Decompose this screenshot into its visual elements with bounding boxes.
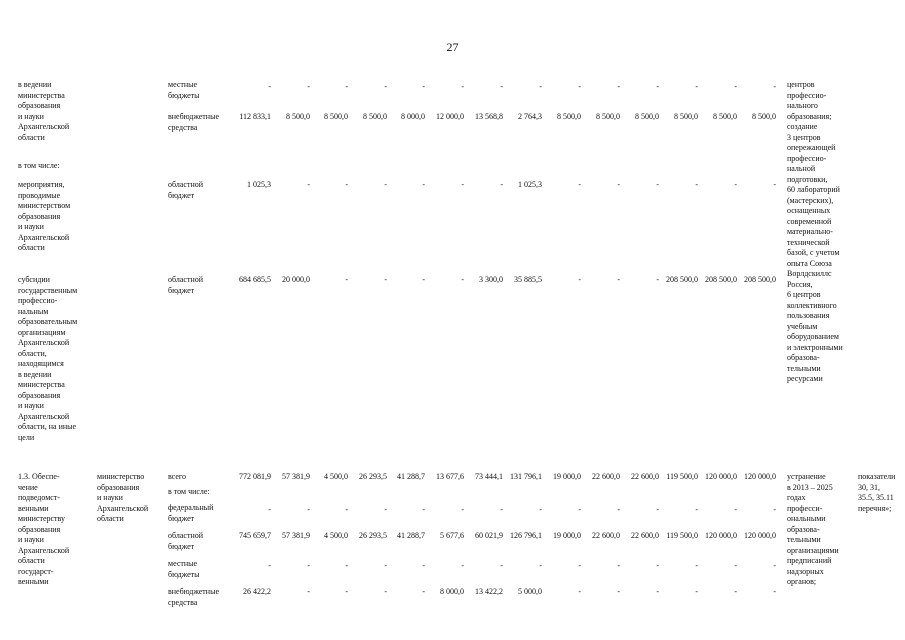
subsidy-name: субсидии государственным профессио- нальным образовательным организациям Архангельской области, находящимся в ведении министерства образования и науки Архангельской области, на иные цели <box>18 275 78 442</box>
value-cell: - <box>695 587 698 596</box>
value-cell: 131 796,1 <box>510 472 542 481</box>
activity-name: мероприятия, проводимые министерством образования и науки Архангельской области <box>18 180 71 252</box>
expected-results-text: центров профессио- нального образования; создание 3 центров опережающей профессио- нальной подготовки, 60 лабораторий (мастерских), оснащенных современной материально- технической базой, с учетом опыта Союза Ворлдскиллс Россия, 6 центров коллективного пользования учебным оборудованием и электронными образова- тельными ресурсами <box>787 80 843 383</box>
value-cell: 8 500,0 <box>363 112 387 121</box>
in-that-number-label: в том числе: <box>168 487 210 496</box>
indicators-text: показатели 30, 31, 35.5, 35.11 перечня»; <box>858 472 896 513</box>
value-cell: - <box>422 275 425 284</box>
in-that-number-label: в том числе: <box>18 161 60 170</box>
value-cell: - <box>422 82 425 91</box>
value-cell: 22 600,0 <box>592 472 620 481</box>
value-cell: - <box>422 561 425 570</box>
value-cell: 4 500,0 <box>324 472 348 481</box>
value-cell: 22 600,0 <box>631 531 659 540</box>
value-cell: - <box>461 505 464 514</box>
value-cell: 13 677,6 <box>436 472 464 481</box>
value-cell: - <box>307 180 310 189</box>
value-cell: - <box>773 82 776 91</box>
value-cell: 41 288,7 <box>397 531 425 540</box>
source-regional-budget: областной бюджет <box>168 531 204 551</box>
value-cell: - <box>695 561 698 570</box>
value-cell: - <box>539 505 542 514</box>
value-cell: - <box>578 587 581 596</box>
value-cell: 13 568,8 <box>475 112 503 121</box>
value-cell: - <box>345 505 348 514</box>
value-cell: - <box>734 180 737 189</box>
value-cell: - <box>578 505 581 514</box>
value-cell: 208 500,0 <box>666 275 698 284</box>
value-cell: 8 000,0 <box>440 587 464 596</box>
value-cell: - <box>422 587 425 596</box>
value-cell: - <box>307 82 310 91</box>
value-cell: - <box>384 82 387 91</box>
value-cell: - <box>734 587 737 596</box>
value-cell: - <box>695 180 698 189</box>
value-cell: - <box>578 275 581 284</box>
value-cell: 112 833,1 <box>239 112 271 121</box>
value-cell: - <box>578 561 581 570</box>
value-cell: 12 000,0 <box>436 112 464 121</box>
value-cell: - <box>695 82 698 91</box>
value-cell: - <box>500 180 503 189</box>
value-cell: 13 422,2 <box>475 587 503 596</box>
value-cell: - <box>656 82 659 91</box>
value-cell: 119 500,0 <box>666 472 698 481</box>
expected-results-text: устранение в 2013 – 2025 годах професси- ональными образова- тельными организациями предписаний надзорных органов; <box>787 472 839 586</box>
value-cell: 120 000,0 <box>744 531 776 540</box>
value-cell: 8 000,0 <box>401 112 425 121</box>
value-cell: - <box>461 180 464 189</box>
value-cell: - <box>268 561 271 570</box>
value-cell: - <box>578 82 581 91</box>
value-cell: - <box>617 275 620 284</box>
value-cell: - <box>345 561 348 570</box>
value-cell: - <box>617 180 620 189</box>
value-cell: - <box>307 587 310 596</box>
value-cell: 8 500,0 <box>635 112 659 121</box>
value-cell: - <box>500 561 503 570</box>
value-cell: 57 381,9 <box>282 531 310 540</box>
value-cell: 126 796,1 <box>510 531 542 540</box>
value-cell: 120 000,0 <box>705 472 737 481</box>
value-cell: - <box>773 505 776 514</box>
value-cell: 119 500,0 <box>666 531 698 540</box>
value-cell: 26 293,5 <box>359 531 387 540</box>
value-cell: - <box>656 561 659 570</box>
value-cell: 60 021,9 <box>475 531 503 540</box>
value-cell: 1 025,3 <box>247 180 271 189</box>
source-local-budgets: местные бюджеты <box>168 559 200 579</box>
value-cell: - <box>656 505 659 514</box>
value-cell: - <box>617 505 620 514</box>
value-cell: - <box>773 561 776 570</box>
value-cell: - <box>539 561 542 570</box>
source-regional-budget: областной бюджет <box>168 180 204 200</box>
source-federal-budget: федеральный бюджет <box>168 503 214 523</box>
admin-org-text: в ведении министерства образования и науки Архангельской области <box>18 80 70 142</box>
value-cell: - <box>345 180 348 189</box>
value-cell: - <box>268 82 271 91</box>
value-cell: 8 500,0 <box>713 112 737 121</box>
value-cell: 22 600,0 <box>592 531 620 540</box>
value-cell: 26 422,2 <box>243 587 271 596</box>
value-cell: 2 764,3 <box>518 112 542 121</box>
value-cell: 19 000,0 <box>553 472 581 481</box>
value-cell: 22 600,0 <box>631 472 659 481</box>
value-cell: - <box>617 82 620 91</box>
item-code-text: 1.3. Обеспе- чение подведомст- венными министерству образования и науки Архангельской области государст- венными <box>18 472 70 586</box>
value-cell: 772 081,9 <box>239 472 271 481</box>
value-cell: 41 288,7 <box>397 472 425 481</box>
value-cell: - <box>539 82 542 91</box>
value-cell: - <box>268 505 271 514</box>
value-cell: 19 000,0 <box>553 531 581 540</box>
value-cell: 745 659,7 <box>239 531 271 540</box>
source-local-budgets: местные бюджеты <box>168 80 200 100</box>
value-cell: - <box>617 587 620 596</box>
value-cell: - <box>734 82 737 91</box>
value-cell: - <box>384 561 387 570</box>
total-label: всего <box>168 472 187 481</box>
value-cell: - <box>656 275 659 284</box>
value-cell: - <box>422 180 425 189</box>
value-cell: - <box>617 561 620 570</box>
value-cell: 8 500,0 <box>674 112 698 121</box>
value-cell: - <box>461 561 464 570</box>
value-cell: 26 293,5 <box>359 472 387 481</box>
value-cell: - <box>500 505 503 514</box>
value-cell: - <box>500 82 503 91</box>
executor-text: министерство образования и науки Архангельской области <box>97 472 149 523</box>
value-cell: - <box>384 505 387 514</box>
value-cell: - <box>461 275 464 284</box>
value-cell: - <box>384 275 387 284</box>
value-cell: 5 677,6 <box>440 531 464 540</box>
value-cell: - <box>384 587 387 596</box>
value-cell: 120 000,0 <box>744 472 776 481</box>
value-cell: - <box>422 505 425 514</box>
value-cell: - <box>307 561 310 570</box>
value-cell: - <box>307 505 310 514</box>
value-cell: 8 500,0 <box>324 112 348 121</box>
value-cell: 20 000,0 <box>282 275 310 284</box>
value-cell: 208 500,0 <box>705 275 737 284</box>
value-cell: - <box>734 561 737 570</box>
value-cell: - <box>656 180 659 189</box>
value-cell: - <box>345 587 348 596</box>
source-regional-budget: областной бюджет <box>168 275 204 295</box>
value-cell: 684 685,5 <box>239 275 271 284</box>
value-cell: 35 885,5 <box>514 275 542 284</box>
value-cell: 120 000,0 <box>705 531 737 540</box>
value-cell: - <box>461 82 464 91</box>
value-cell: 8 500,0 <box>596 112 620 121</box>
source-extrabudgetary: внебюджетные средства <box>168 112 219 132</box>
page-number: 27 <box>446 40 459 54</box>
value-cell: - <box>734 505 737 514</box>
value-cell: - <box>656 587 659 596</box>
value-cell: 73 444,1 <box>475 472 503 481</box>
value-cell: 4 500,0 <box>324 531 348 540</box>
value-cell: 1 025,3 <box>518 180 542 189</box>
value-cell: 8 500,0 <box>557 112 581 121</box>
value-cell: 8 500,0 <box>752 112 776 121</box>
value-cell: - <box>345 275 348 284</box>
source-extrabudgetary: внебюджетные средства <box>168 587 219 607</box>
value-cell: 57 381,9 <box>282 472 310 481</box>
value-cell: 3 300,0 <box>479 275 503 284</box>
value-cell: - <box>578 180 581 189</box>
value-cell: 8 500,0 <box>286 112 310 121</box>
value-cell: - <box>773 587 776 596</box>
value-cell: - <box>773 180 776 189</box>
value-cell: 5 000,0 <box>518 587 542 596</box>
value-cell: 208 500,0 <box>744 275 776 284</box>
value-cell: - <box>345 82 348 91</box>
value-cell: - <box>384 180 387 189</box>
value-cell: - <box>695 505 698 514</box>
